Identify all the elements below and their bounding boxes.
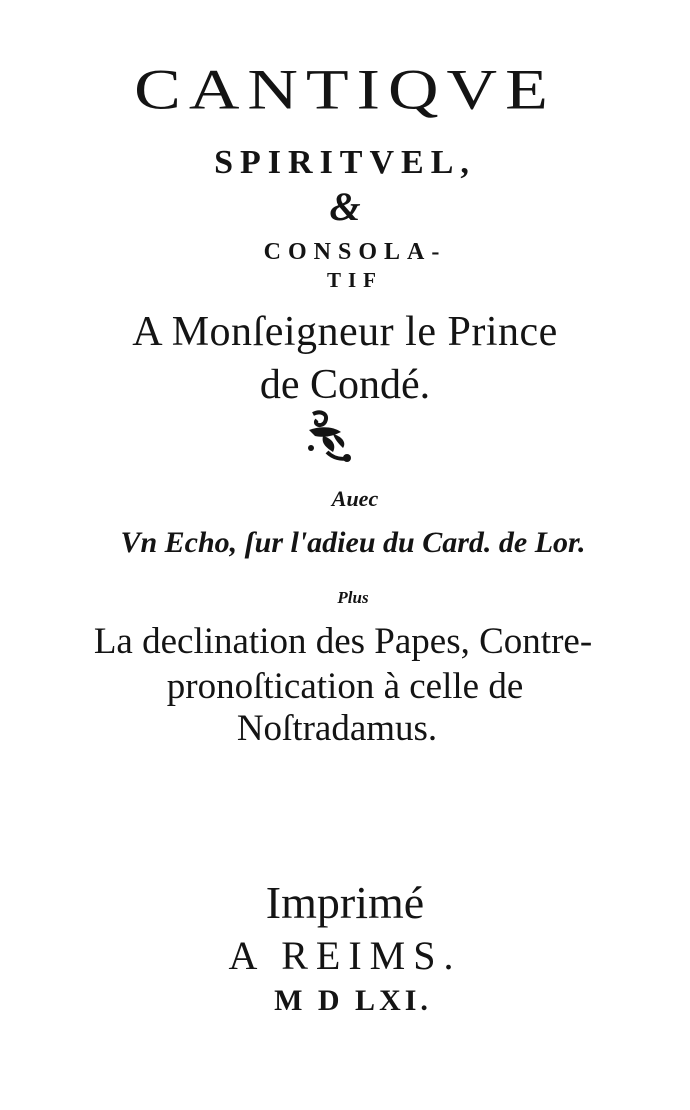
declination-line-2: pronoſtication à celle de	[166, 666, 524, 707]
fleuron-ornament-icon	[303, 408, 355, 466]
ampersand-glyph: &	[329, 184, 361, 229]
echo-line: Vn Echo, ſur l'adieu du Card. de Lor.	[120, 526, 586, 559]
book-subtitle: SPIRITVEL,	[214, 144, 476, 181]
imprint-label: Imprimé	[265, 877, 425, 928]
declination-line-1: La declination des Papes, Contre-	[93, 621, 593, 662]
auec-line: Auec	[331, 486, 379, 511]
consola-line: CONSOLA-	[263, 239, 447, 265]
dedication-line-2: de Condé.	[259, 362, 431, 408]
imprint-year: M D LXI.	[274, 984, 432, 1017]
plus-line: Plus	[337, 588, 369, 607]
declination-line-3: Noſtradamus.	[236, 708, 438, 749]
dedication-line-1: A Monſeigneur le Prince	[132, 309, 558, 355]
tif-line: TIF	[326, 268, 383, 292]
imprint-place: A REIMS.	[228, 933, 462, 978]
book-title: CANTIQVE	[134, 58, 556, 122]
